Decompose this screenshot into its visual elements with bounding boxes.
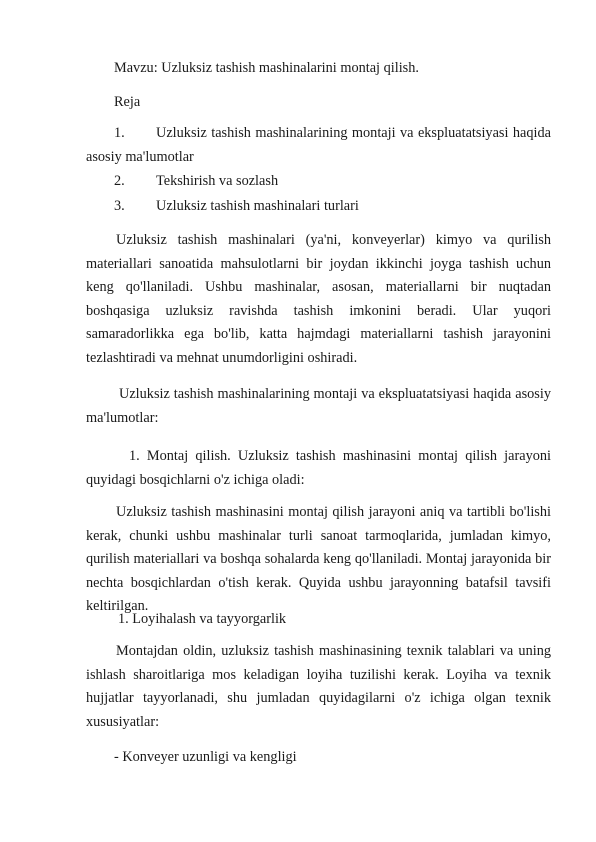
plan-item-continuation: asosiy ma'lumotlar (86, 149, 194, 165)
plan-item-number: 1. (114, 125, 125, 141)
plan-item-number: 3. (114, 198, 125, 214)
topic-line: Mavzu: Uzluksiz tashish mashinalarini montaj qilish. (114, 60, 419, 76)
paragraph: 1. Montaj qilish. Uzluksiz tashish mashinasini montaj qilish jarayoni quyidagi bosqichlarni o'z ichiga oladi: (86, 448, 551, 488)
plan-item-number: 2. (114, 173, 125, 189)
bullet-item: - Konveyer uzunligi va kengligi (114, 749, 297, 765)
plan-item-text: Tekshirish va sozlash (156, 173, 279, 189)
paragraph: Montajdan oldin, uzluksiz tashish mashinasining texnik talablari va uning ishlash sharoitlariga mos keladigan loyiha tuzilishi kerak. Loyiha va texnik hujjatlar tayyorlanadi, shu jumladan quyidagilarni o'z ichiga olgan texnik xususiyatlar: (86, 643, 551, 730)
plan-heading: Reja (114, 94, 141, 110)
paragraph: Uzluksiz tashish mashinasini montaj qilish jarayoni aniq va tartibli bo'lishi kerak, chunki ushbu mashinalar turli sanoat tarmoqlarida, jumladan kimyo, qurilish materiallari va boshqa sohalarda keng qo'llaniladi. Montaj jarayonida bir nechta bosqichlardan o'tish kerak. Quyida ushbu jarayonning batafsil tavsifi keltirilgan. (86, 504, 551, 614)
paragraph: Uzluksiz tashish mashinalari (ya'ni, konveyerlar) kimyo va qurilish materiallari sanoatida mahsulotlarni bir joydan ikkinchi joyga tashish uchun keng qo'llaniladi. Ushbu mashinalar, asosan, materiallarni bir nuqtadan boshqasiga uzluksiz ravishda tashish imkonini beradi. Ular yuqori samaradorlikka ega bo'lib, katta hajmdagi materiallarni tashish jarayonini tezlashtiradi va mehnat unumdorligini oshiradi. (86, 232, 551, 366)
paragraph: Uzluksiz tashish mashinalarining montaji va ekspluatatsiyasi haqida asosiy ma'lumotlar: (86, 386, 551, 426)
subsection-heading: 1. Loyihalash va tayyorgarlik (118, 611, 287, 627)
plan-item-text: Uzluksiz tashish mashinalari turlari (156, 198, 359, 214)
plan-item-text: Uzluksiz tashish mashinalarining montaji va ekspluatatsiyasi haqida (156, 125, 551, 141)
